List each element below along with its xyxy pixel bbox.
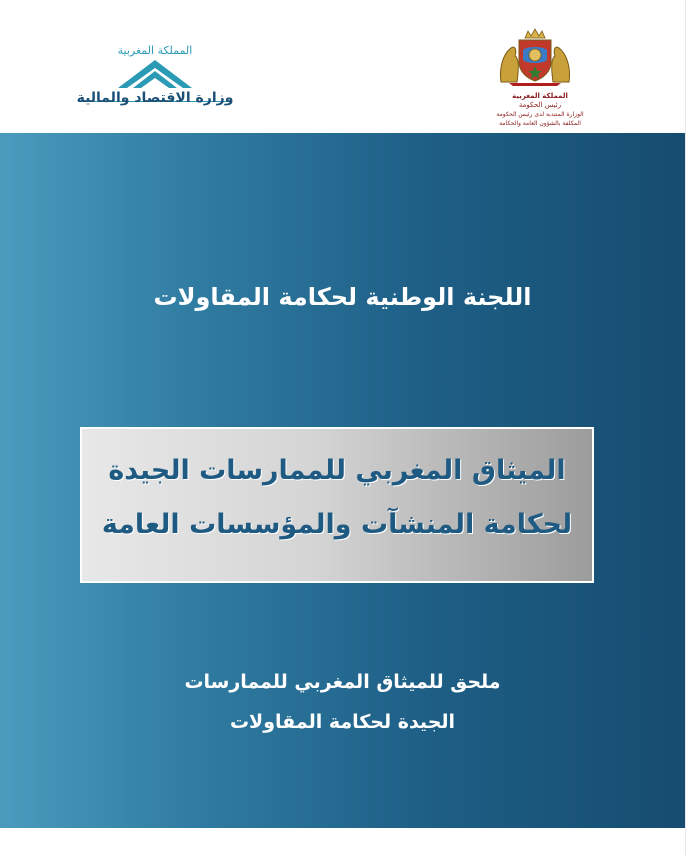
committee-heading: اللجنة الوطنية لحكامة المقاولات	[153, 283, 532, 311]
annex-line-1: ملحق للميثاق المغربي للممارسات	[184, 671, 501, 693]
title-line-1: الميثاق المغربي للممارسات الجيدة	[108, 455, 566, 486]
ministry-kingdom-label: المملكة المغربية	[117, 44, 193, 57]
bottom-strip	[0, 828, 685, 855]
ministry-name: وزارة الاقتصاد والمالية	[76, 90, 234, 106]
government-line-2: رئيس الحكومة	[518, 101, 562, 109]
cover-panel	[0, 133, 685, 828]
title-line-2: لحكامة المنشآت والمؤسسات العامة	[101, 509, 573, 540]
government-line-4: المكلفة بالشؤون العامة والحكامة	[499, 120, 581, 127]
ministry-logo	[70, 40, 240, 120]
title-box	[80, 427, 594, 583]
government-block	[470, 28, 610, 128]
government-line-1: المملكة المغربية	[512, 92, 568, 100]
page-edge	[685, 0, 697, 855]
government-line-3: الوزارة المنتدبة لدى رئيس الحكومة	[496, 111, 584, 118]
header	[0, 0, 685, 133]
coat-of-arms-icon	[495, 28, 575, 86]
annex-line-2: الجيدة لحكامة المقاولات	[229, 711, 456, 733]
